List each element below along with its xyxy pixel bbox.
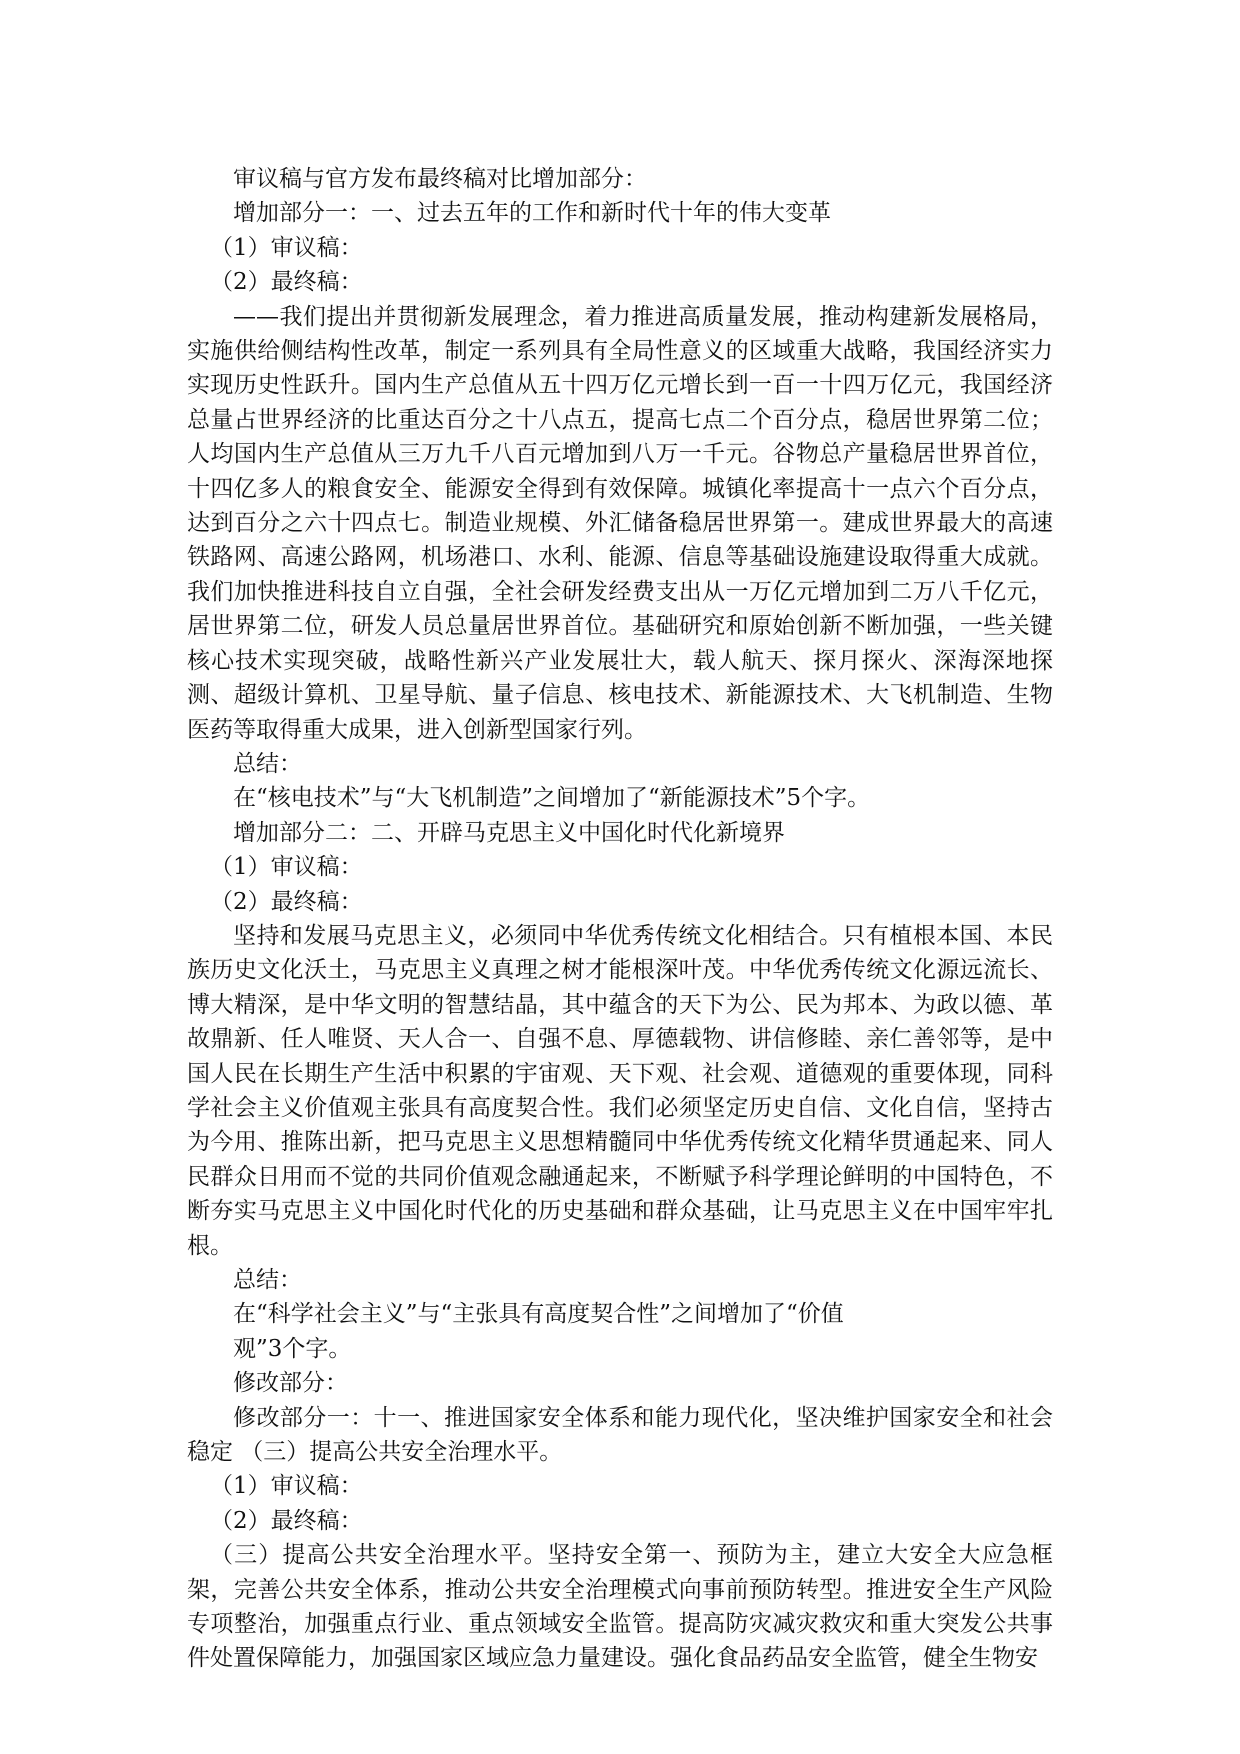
section1-final-label: （2）最终稿： xyxy=(210,269,363,296)
section1-title: 增加部分一：一、过去五年的工作和新时代十年的伟大变革 xyxy=(233,200,831,227)
modify1-final-label: （2）最终稿： xyxy=(210,1507,363,1534)
modify1-draft-label: （1）审议稿： xyxy=(210,1473,363,1500)
section1-summary-text: 在“核电技术”与“大飞机制造”之间增加了“新能源技术”5个字。 xyxy=(233,785,871,812)
document-body xyxy=(187,162,1053,1676)
modify-heading: 修改部分： xyxy=(233,1370,348,1397)
section1-summary-label: 总结： xyxy=(233,750,302,777)
modify1-title: 修改部分一：十一、推进国家安全体系和能力现代化，坚决维护国家安全和社会稳定 （三）提高公共安全治理水平。 xyxy=(187,1404,1053,1466)
section2-title: 增加部分二：二、开辟马克思主义中国化时代化新境界 xyxy=(233,819,785,846)
section2-final-label: （2）最终稿： xyxy=(210,888,363,915)
section1-body: ——我们提出并贯彻新发展理念，着力推进高质量发展，推动构建新发展格局，实施供给侧结构性改革，制定一系列具有全局性意义的区域重大战略，我国经济实力实现历史性跃升。国内生产总值从五十四万亿元增长到一百一十四万亿元，我国经济总量占世界经济的比重达百分之十八点五，提高七点二个百分点，稳居世界第二位；人均国内生产总值从三万九千八百元增加到八万一千元。谷物总产量稳居世界首位，十四亿多人的粮食安全、能源安全得到有效保障。城镇化率提高十一点六个百分点，达到百分之六十四点七。制造业规模、外汇储备稳居世界第一。建成世界最大的高速铁路网、高速公路网，机场港口、水利、能源、信息等基础设施建设取得重大成就。我们加快推进科技自立自强，全社会研发经费支出从一万亿元增加到二万八千亿元，居世界第二位，研发人员总量居世界首位。基础研究和原始创新不断加强，一些关键核心技术实现突破，战略性新兴产业发展壮大，载人航天、探月探火、深海深地探测、超级计算机、卫星导航、量子信息、核电技术、新能源技术、大飞机制造、生物医药等取得重大成果，进入创新型国家行列。 xyxy=(187,303,1053,743)
section2-summary-line2: 观”3个字。 xyxy=(233,1335,352,1362)
section2-draft-label: （1）审议稿： xyxy=(210,854,363,881)
section2-summary-label: 总结： xyxy=(233,1267,302,1293)
section2-body: 坚持和发展马克思主义，必须同中华优秀传统文化相结合。只有植根本国、本民族历史文化沃土，马克思主义真理之树才能根深叶茂。中华优秀传统文化源远流长、博大精深，是中华文明的智慧结晶，其中蕴含的天下为公、民为邦本、为政以德、革故鼎新、任人唯贤、天人合一、自强不息、厚德载物、讲信修睦、亲仁善邻等，是中国人民在长期生产生活中积累的宇宙观、天下观、社会观、道德观的重要体现，同科学社会主义价值观主张具有高度契合性。我们必须坚定历史自信、文化自信，坚持古为今用、推陈出新，把马克思主义思想精髓同中华优秀传统文化精华贯通起来、同人民群众日用而不觉的共同价值观念融通起来，不断赋予科学理论鲜明的中国特色，不断夯实马克思主义中国化时代化的历史基础和群众基础，让马克思主义在中国牢牢扎根。 xyxy=(187,922,1053,1259)
intro-heading: 审议稿与官方发布最终稿对比增加部分： xyxy=(233,166,647,192)
modify1-body: （三）提高公共安全治理水平。坚持安全第一、预防为主，建立大安全大应急框架，完善公共安全体系，推动公共安全治理模式向事前预防转型。推进安全生产风险专项整治，加强重点行业、重点领域安全监管。提高防灾减灾救灾和重大突发公共事件处置保障能力，加强国家区域应急力量建设。强化食品药品安全监管，健全生物安 xyxy=(187,1542,1053,1672)
section1-draft-label: （1）审议稿： xyxy=(210,234,363,261)
section2-summary-line1: 在“科学社会主义”与“主张具有高度契合性”之间增加了“价值 xyxy=(233,1301,844,1328)
